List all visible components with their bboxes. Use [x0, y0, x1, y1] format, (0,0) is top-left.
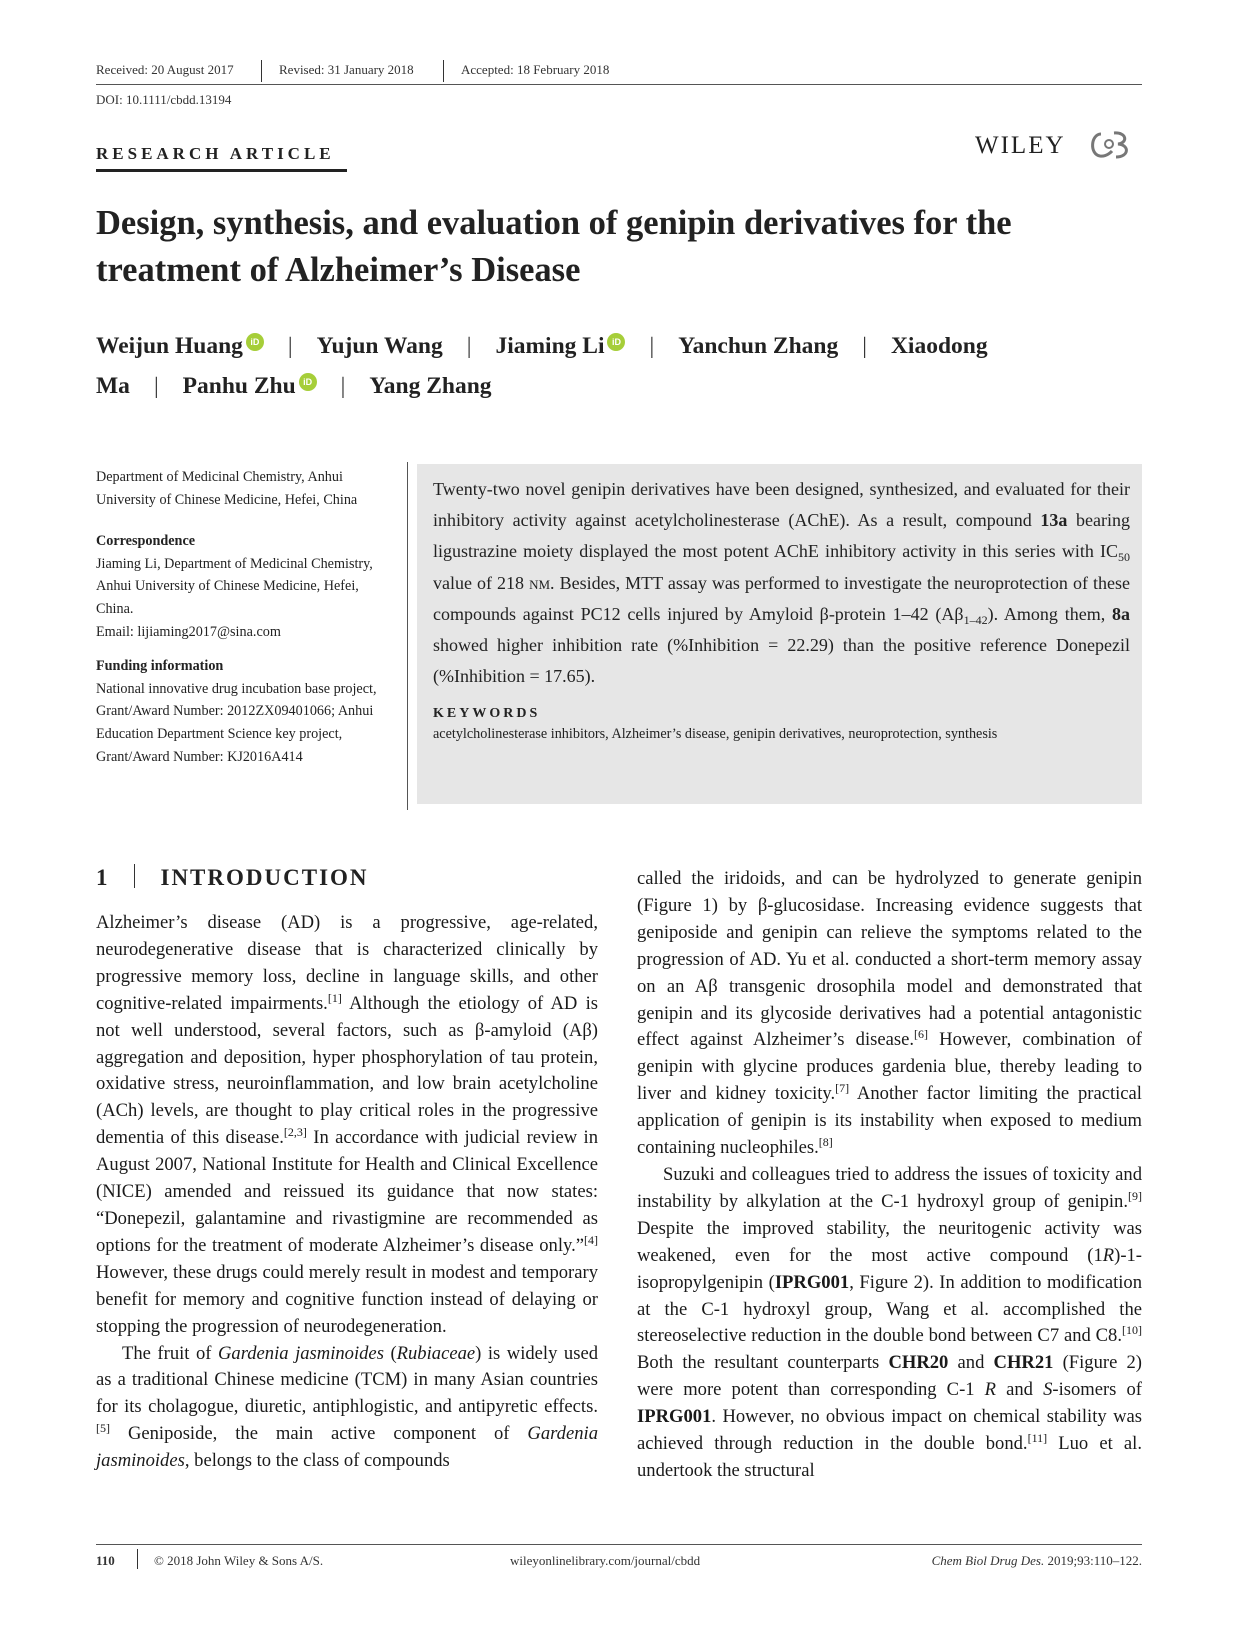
keywords-heading: KEYWORDS: [433, 706, 541, 722]
revised-date: Revised: 31 January 2018: [279, 62, 414, 77]
author-separator: |: [862, 333, 867, 359]
section-title: INTRODUCTION: [160, 865, 369, 890]
author-name[interactable]: Yujun Wang: [316, 333, 443, 359]
publisher-logo: WILEY: [975, 132, 1066, 159]
citation-link[interactable]: [6]: [914, 1027, 929, 1042]
volume-pages: 2019;93:110–122.: [1044, 1553, 1142, 1568]
unit-label: nm: [529, 572, 551, 593]
affiliation: Department of Medicinal Chemistry, Anhui University of Chinese Medicine, Hefei, China: [96, 469, 358, 508]
funding-heading: Funding information: [96, 658, 224, 675]
date-divider: [443, 60, 444, 82]
footer-divider: [137, 1549, 138, 1569]
funding-text: National innovative drug incubation base project, Grant/Award Number: 2012ZX09401066; Anhui Education Department Science key project, Grant/Award Number: KJ2016A414: [96, 680, 377, 765]
author-separator: |: [287, 333, 293, 359]
author-name[interactable]: Yanchun Zhang: [678, 333, 839, 359]
article-type: RESEARCH ARTICLE: [96, 144, 335, 163]
author-list-line-2: [96, 373, 1142, 400]
article-info-sidebar: [96, 466, 396, 768]
keywords-list: acetylcholinesterase inhibitors, Alzheimer’s disease, genipin derivatives, neuroprotection, synthesis: [433, 726, 998, 743]
author-separator: |: [340, 373, 346, 399]
author-separator: |: [153, 373, 159, 399]
header-rule: [96, 84, 1142, 85]
author-name[interactable]: Weijun Huang: [96, 333, 243, 359]
orcid-icon[interactable]: iD: [607, 333, 625, 351]
author-separator: |: [466, 333, 472, 359]
date-divider: [261, 60, 262, 82]
correspondence-text: Jiaming Li, Department of Medicinal Chemistry, Anhui University of Chinese Medicine, Hefei, China.: [96, 555, 373, 617]
journal-logo-icon: [1085, 128, 1135, 162]
correspondence-heading: Correspondence: [96, 533, 196, 550]
citation-link[interactable]: [2,3]: [283, 1125, 307, 1140]
citation-link[interactable]: [8]: [818, 1135, 833, 1150]
citation-link[interactable]: [11]: [1027, 1431, 1048, 1446]
citation-link[interactable]: [7]: [835, 1081, 850, 1096]
author-name[interactable]: Yang Zhang: [369, 373, 492, 399]
journal-url[interactable]: wileyonlinelibrary.com/journal/cbdd: [510, 1553, 701, 1568]
copyright: © 2018 John Wiley & Sons A/S.: [154, 1553, 324, 1568]
citation-link[interactable]: [4]: [584, 1232, 598, 1247]
footer-rule: [96, 1544, 1142, 1545]
page-number: 110: [96, 1553, 115, 1568]
journal-citation: [932, 1553, 1142, 1569]
citation-link[interactable]: [1]: [327, 990, 342, 1005]
body-column-right: [637, 866, 1142, 1485]
citation-link[interactable]: [5]: [96, 1421, 110, 1436]
article-title: Design, synthesis, and evaluation of genipin derivatives for the treatment of Alzheimer’s Disease: [96, 204, 1012, 289]
paragraph: Suzuki and colleagues tried to address the issues of toxicity and instability by alkylation at the C-1 hydroxyl group of genipin.[9] Despite the improved stability, the neuritogenic activity was weakened, even for the most active compound (1R)-1-isopropylgenipin (IPRG001, Figure 2). In addition to modification at the C-1 hydroxyl group, Wang et al. accomplished the stereoselective reduction in the double bond between C7 and C8.[10] Both the resultant counterparts CHR20 and CHR21 (Figure 2) were more potent than corresponding C-1 R and S-isomers of IPRG001. However, no obvious impact on chemical stability was achieved through reduction in the double bond.[11] Luo et al. undertook the structural: [637, 1163, 1143, 1481]
paragraph: The fruit of Gardenia jasminoides (Rubiaceae) is widely used as a traditional Chinese medicine (TCM) in many Asian countries for its cholagogue, diuretic, antiphlogistic, and antipyretic effects.[5] Geniposide, the main active component of Gardenia jasminoides, belongs to the class of compounds: [96, 1342, 598, 1472]
body-column-left: [96, 910, 598, 1475]
paragraph: called the iridoids, and can be hydrolyzed to generate genipin (Figure 1) by β-glucosidase. Increasing evidence suggests that geniposide and genipin can relieve the symptoms related to the progression of AD. Yu et al. conducted a short-term memory assay on an Aβ transgenic drosophila model and demonstrated that genipin and its glycoside derivatives had a potential antagonistic effect against Alzheimer’s disease.[6] However, combination of genipin with glycine produces gardenia blue, thereby leading to liver and kidney toxicity.[7] Another factor limiting the practical application of genipin is its instability when exposed to medium containing nucleophiles.[8]: [637, 868, 1142, 1159]
author-name[interactable]: Panhu Zhu: [182, 373, 296, 399]
citation-link[interactable]: [9]: [1128, 1188, 1142, 1203]
author-separator: |: [649, 333, 655, 359]
accepted-date: Accepted: 18 February 2018: [461, 62, 610, 77]
section-heading: [96, 864, 369, 891]
compound-label: 13a: [1040, 510, 1068, 531]
journal-name: Chem Biol Drug Des.: [931, 1553, 1045, 1568]
compound-label: 8a: [1112, 603, 1131, 624]
author-name[interactable]: Xiaodong: [890, 333, 988, 359]
article-type-underline: [96, 169, 347, 172]
orcid-icon[interactable]: iD: [246, 333, 264, 351]
sidebar-divider: [407, 462, 408, 810]
correspondence-email[interactable]: Email: lijiaming2017@sina.com: [96, 623, 281, 640]
author-name[interactable]: Ma: [96, 373, 130, 399]
author-list: [96, 333, 1142, 360]
received-date: Received: 20 August 2017: [96, 62, 234, 77]
author-name[interactable]: Jiaming Li: [495, 333, 605, 359]
orcid-icon[interactable]: iD: [299, 373, 317, 391]
section-divider: [134, 864, 135, 888]
doi[interactable]: DOI: 10.1111/cbdd.13194: [96, 92, 232, 107]
citation-link[interactable]: [10]: [1122, 1323, 1142, 1338]
abstract-box: [417, 464, 1142, 804]
section-number: 1: [96, 865, 110, 890]
article-dates: [96, 60, 1142, 82]
abstract-text: Twenty-two novel genipin derivatives have been designed, synthesized, and evaluated for their inhibitory activity against acetylcholinesterase (AChE). As a result, compound 13a bearing ligustrazine moiety displayed the most potent AChE inhibitory activity in this series with $IC_{50}$ value of 218 nm. Besides, MTT assay was performed to investigate the neuroprotection of these compounds against PC12 cells injured by Amyloid β-protein 1–42 $(A\beta_{1-42})$. Among them, 8a showed higher inhibition rate (%Inhibition = 22.29) than the positive reference Donepezil (%Inhibition = 17.65).: [433, 479, 1131, 687]
paragraph: Alzheimer’s disease (AD) is a progressive, age-related, neurodegenerative disease that is characterized clinically by progressive memory loss, decline in language skills, and other cognitive-related impairments.[1] Although the etiology of AD is not well understood, several factors, such as β-amyloid (Aβ) aggregation and deposition, hyper phosphorylation of tau protein, oxidative stress, neuroinflammation, and low brain acetylcholine (ACh) levels, are thought to play critical roles in the progressive dementia of this disease.[2,3] In accordance with judicial review in August 2007, National Institute for Health and Clinical Excellence (NICE) amended and reissued its guidance that now states: “Donepezil, galantamine and rivastigmine are recommended as options for the treatment of moderate Alzheimer’s disease only.”[4] However, these drugs could merely result in modest and temporary benefit for memory and cognitive function instead of delaying or stopping the progression of neurodegeneration.: [96, 912, 598, 1337]
